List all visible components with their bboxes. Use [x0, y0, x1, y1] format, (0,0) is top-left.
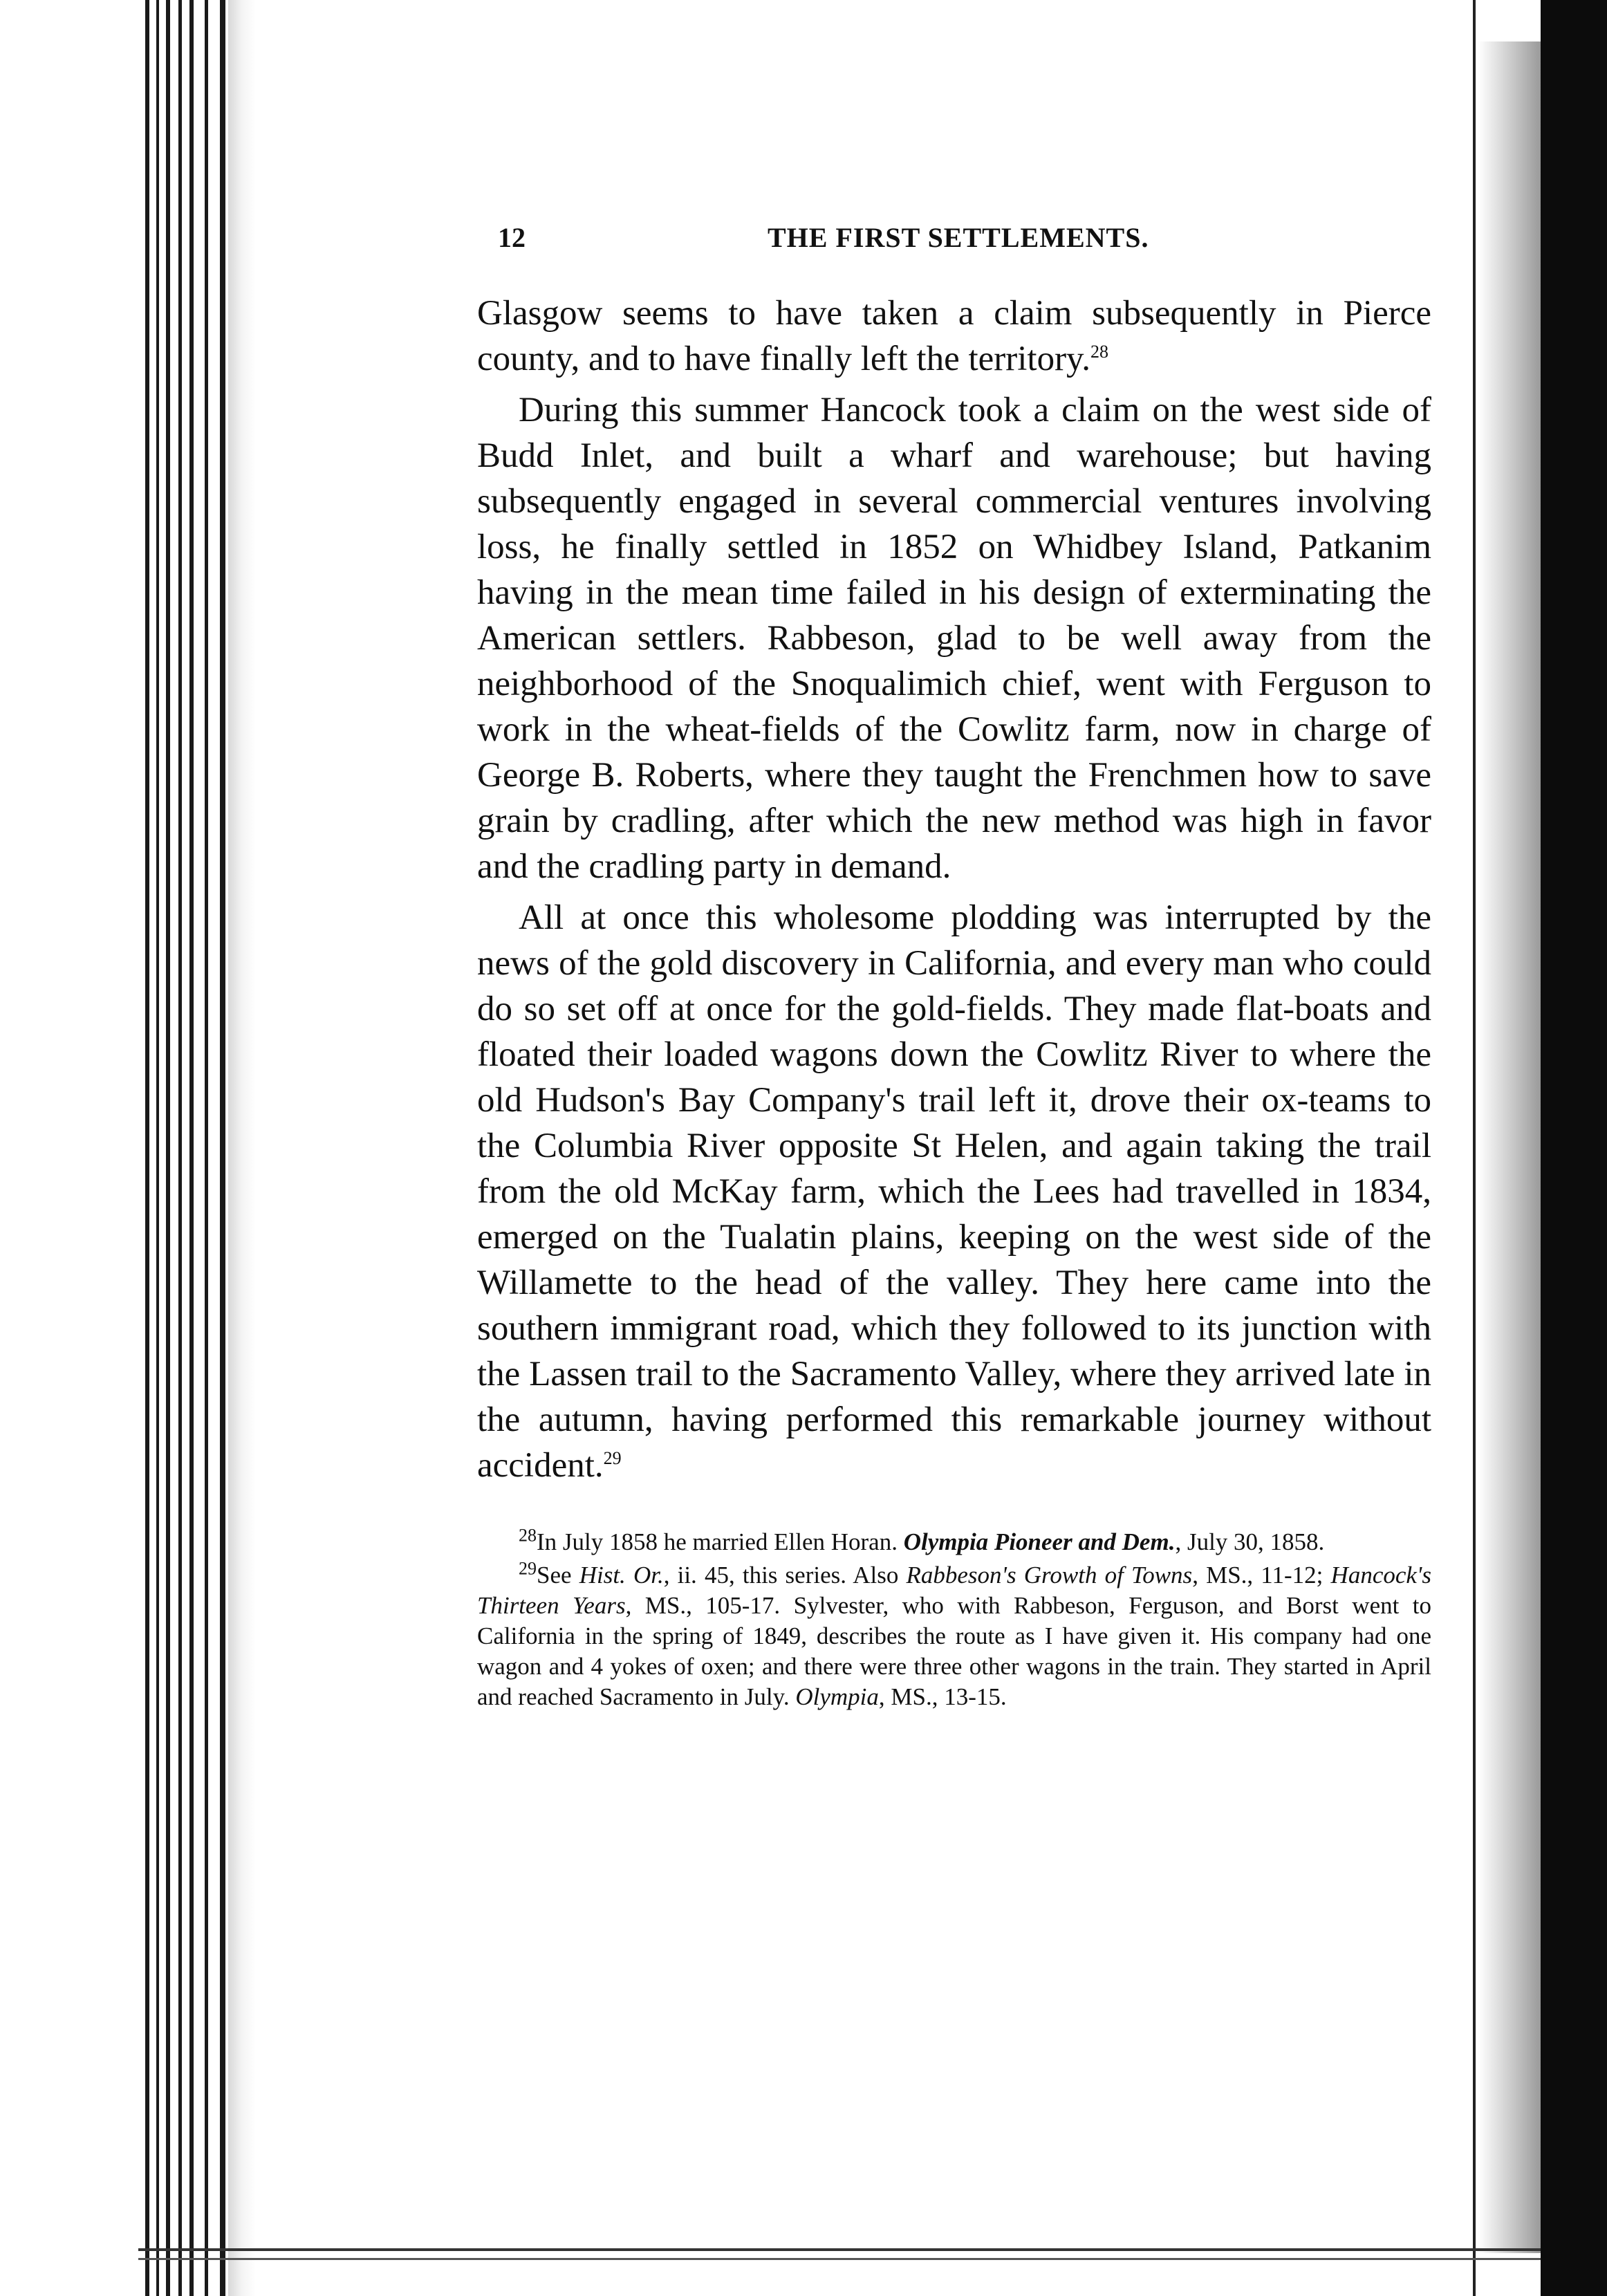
paragraph: [477, 387, 1431, 889]
binding-line: [189, 0, 194, 2296]
footnote-ref: 28: [1090, 342, 1108, 362]
footnote-text: See: [537, 1562, 572, 1589]
footnotes: [477, 1527, 1431, 1712]
paragraph-text: All at once this wholesome plodding was interrupted by the news of the gold discovery in California, and every man who could do so set off at once for the gold-fields. They made flat-boats and floated their loaded wagons down the Cowlitz River to where the old Hudson's Bay Company's trail left it, drove their ox-teams to the Columbia River opposite St Helen, and again taking the trail from the old McKay farm, which the Lees had travelled in 1834, emerged on the Tualatin plains, keeping on the west side of the Willamette to the head of the valley. They here came into the southern immigrant road, which they followed to its junction with the Lassen trail to the Sacramento Valley, where they arrived late in the autumn, having performed this remarkable journey without accident.: [477, 898, 1431, 1485]
footnote-text: In July 1858 he married Ellen Horan.: [537, 1528, 898, 1555]
page-edge-line: [1473, 0, 1476, 2296]
binding-line: [166, 0, 170, 2296]
scan-border: [1541, 0, 1607, 2296]
paragraph-text: Glasgow seems to have taken a claim subsequently in Pierce county, and to have finally left the territory.: [477, 294, 1431, 378]
chapter-title: THE FIRST SETTLEMENTS.: [768, 222, 1149, 253]
footnote-text: , July 30, 1858.: [1175, 1528, 1325, 1555]
paragraph: [477, 895, 1431, 1488]
binding-line: [220, 0, 225, 2296]
paragraph-text: During this summer Hancock took a claim on the west side of Budd Inlet, and built a wharf and warehouse; but having subsequently engaged in several commercial ventures involving loss, he finally settled in 1852 on Whidbey Island, Patkanim having in the mean time failed in his design of exterminating the American settlers. Rabbeson, glad to be well away from the neighborhood of the Snoqualimich chief, went with Ferguson to work in the wheat-fields of the Cowlitz farm, now in charge of George B. Roberts, where they taught the Frenchmen how to save grain by cradling, after which the new method was high in favor and the cradling party in demand.: [477, 391, 1431, 886]
footnote-text: , MS., 105-17. Sylvester, who with Rabbeson, Ferguson, and Borst went to California in the spring of 1849, describes the route as I have given it. His company had one wagon and 4 yokes of oxen; and there were three other wagons in the train. They started in April and reached Sacramento in July.: [477, 1592, 1431, 1710]
book-page: [477, 221, 1431, 1715]
footnote-number: 29: [519, 1558, 537, 1579]
binding-line: [205, 0, 208, 2296]
footnote-citation: Olympia: [795, 1683, 879, 1710]
footnote-text: , MS., 11-12;: [1192, 1562, 1323, 1589]
page-edge-shadow: [1478, 41, 1541, 2253]
footnote-citation: Rabbeson's Growth of Towns: [906, 1562, 1193, 1589]
footnote-text: , MS., 13-15.: [878, 1683, 1007, 1710]
footnote-ref: 29: [603, 1448, 622, 1468]
binding-line: [145, 0, 149, 2296]
body-text: [477, 290, 1431, 1488]
footnote: [477, 1560, 1431, 1712]
paragraph: [477, 290, 1431, 382]
footnote-number: 28: [519, 1525, 537, 1546]
footnote-text: , ii. 45, this series. Also: [663, 1562, 899, 1589]
footnote-citation: Olympia Pioneer and Dem.: [903, 1528, 1176, 1555]
binding-line: [178, 0, 182, 2296]
page-bottom-edge: [138, 2248, 1541, 2260]
footnote-citation: Hist. Or.: [579, 1562, 664, 1589]
binding-line: [156, 0, 159, 2296]
footnote: [477, 1527, 1431, 1557]
page-gutter-shadow: [228, 0, 256, 2296]
page-number: 12: [498, 222, 526, 253]
running-head: [477, 221, 1431, 277]
footnote-citation: Hancock's Thirteen Years: [477, 1562, 1432, 1619]
